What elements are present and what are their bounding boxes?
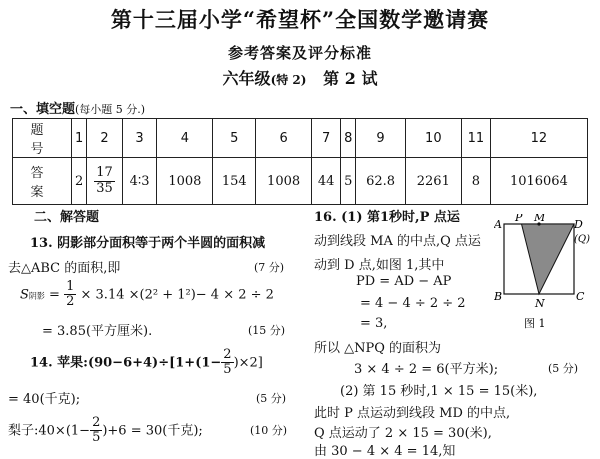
q14-pear-text: 梨子:40×(1− (8, 423, 91, 439)
fraction (221, 348, 233, 378)
q16-points-1: (5 分) (548, 362, 579, 375)
q13-line1 (30, 232, 265, 251)
q16-line8: 3 × 4 ÷ 2 = 6(平方米); (354, 362, 499, 377)
answer-row-label: 答 案 (13, 158, 72, 205)
q14-points-1: (5 分) (256, 392, 287, 405)
question-number: 2 (87, 119, 123, 158)
question-number: 3 (122, 119, 157, 158)
fraction (90, 416, 102, 446)
fraction-denominator: 5 (92, 430, 101, 446)
q16-text: 16. (1) 第1秒时,P 点运 (314, 210, 460, 225)
fraction (64, 280, 76, 310)
answer-cell: 4∶3 (122, 158, 157, 205)
q16-line12: 由 30 − 4 × 4 = 14,知 (314, 444, 456, 459)
q14-result: = 40(千克); (8, 392, 81, 407)
question-number: 5 (213, 119, 256, 158)
q16-line11: Q 点运动了 2 × 15 = 30(米), (314, 426, 492, 441)
section1-note: (每小题 5 分.) (75, 103, 146, 116)
question-number: 1 (72, 119, 87, 158)
question-number: 11 (461, 119, 490, 158)
q13-line2: 去△ABC 的面积,即 (8, 261, 121, 276)
label-p: P (515, 214, 523, 224)
answer-cell: 2 (72, 158, 87, 205)
q16-line7: 所以 △NPQ 的面积为 (314, 341, 442, 356)
answer-cell: 2261 (405, 158, 461, 205)
answer-cell: 8 (461, 158, 490, 205)
formula-s: S (20, 287, 29, 303)
answer-cell: 44 (312, 158, 341, 205)
q14-line1 (30, 348, 263, 378)
fraction-numerator: 17 (96, 165, 113, 181)
q14-text: 14. 苹果:(90−6+4)÷[1+(1− (30, 355, 222, 371)
answer-cell: 1008 (157, 158, 213, 205)
q14-pear-text-end: )+6 = 30(千克); (102, 423, 203, 439)
number-row (13, 119, 588, 158)
fraction-numerator: 2 (92, 415, 101, 430)
question-number: 8 (341, 119, 356, 158)
fraction (94, 166, 115, 196)
section1-heading (10, 98, 145, 117)
q14-text-end: )×2] (233, 355, 263, 371)
grade-tag: (特 2) (270, 73, 307, 87)
question-number: 10 (405, 119, 461, 158)
question-number: 12 (490, 119, 587, 158)
q16-line9: (2) 第 15 秒时,1 × 15 = 15(米), (340, 384, 538, 399)
number-row-label: 题 号 (13, 119, 72, 158)
q16-line10: 此时 P 点运动到线段 MD 的中点, (314, 406, 511, 421)
answer-cell-fraction (87, 158, 123, 205)
label-a: A (494, 218, 502, 231)
answer-cell: 1008 (256, 158, 312, 205)
question-number: 4 (157, 119, 213, 158)
label-c: C (576, 290, 585, 303)
label-n: N (535, 297, 545, 310)
q16-line2: 动到线段 MA 的中点,Q 点运 (314, 234, 481, 249)
q13-formula (20, 280, 274, 310)
triangle-npq (522, 224, 575, 294)
grade-line (0, 66, 600, 89)
round-label: 第 2 试 (323, 69, 378, 88)
q16-line1 (314, 206, 460, 225)
answer-cell: 5 (341, 158, 356, 205)
formula-eq: = (49, 287, 60, 303)
q16-line5: = 4 − 4 ÷ 2 ÷ 2 (360, 296, 466, 311)
question-number: 9 (356, 119, 405, 158)
label-b: B (494, 290, 503, 303)
label-d: D (574, 218, 583, 231)
section1-title: 一、填空题 (10, 102, 76, 117)
fraction-denominator: 5 (223, 362, 232, 378)
q16-line4: PD = AD − AP (356, 274, 452, 289)
figure-1 (494, 214, 600, 344)
formula-sub: 阴影 (28, 291, 45, 301)
q13-result: = 3.85(平方厘米). (42, 324, 153, 339)
fraction-denominator: 35 (96, 180, 113, 196)
answer-row (13, 158, 588, 205)
figure-caption: 图 1 (524, 317, 546, 330)
fraction-denominator: 2 (66, 294, 75, 310)
answer-table (12, 118, 588, 205)
answer-cell: 154 (213, 158, 256, 205)
label-m: M (534, 214, 546, 224)
question-number: 6 (256, 119, 312, 158)
page-subtitle: 参考答案及评分标准 (227, 44, 372, 62)
grade-prefix: 六年级 (222, 69, 271, 88)
q13-text: 13. 阴影部分面积等于两个半圆的面积减 (30, 236, 266, 251)
q16-line3: 动到 D 点,如图 1,其中 (314, 258, 445, 273)
formula-expression: × 3.14 ×(2² + 1²)− 4 × 2 ÷ 2 (80, 287, 274, 303)
q14-points-2: (10 分) (250, 424, 288, 437)
q14-pear-line (8, 416, 203, 446)
page-title: 第十三届小学“希望杯”全国数学邀请赛 (110, 7, 490, 32)
q13-points-2: (15 分) (248, 324, 286, 337)
label-q: (Q) (574, 234, 591, 245)
fraction-numerator: 2 (223, 347, 232, 362)
question-number: 7 (312, 119, 341, 158)
q16-line6: = 3, (360, 316, 388, 331)
answer-cell: 62.8 (356, 158, 405, 205)
fraction-numerator: 1 (66, 279, 75, 294)
section2-heading: 二、解答题 (34, 210, 100, 225)
q13-points-1: (7 分) (254, 261, 285, 274)
answer-cell: 1016064 (490, 158, 587, 205)
